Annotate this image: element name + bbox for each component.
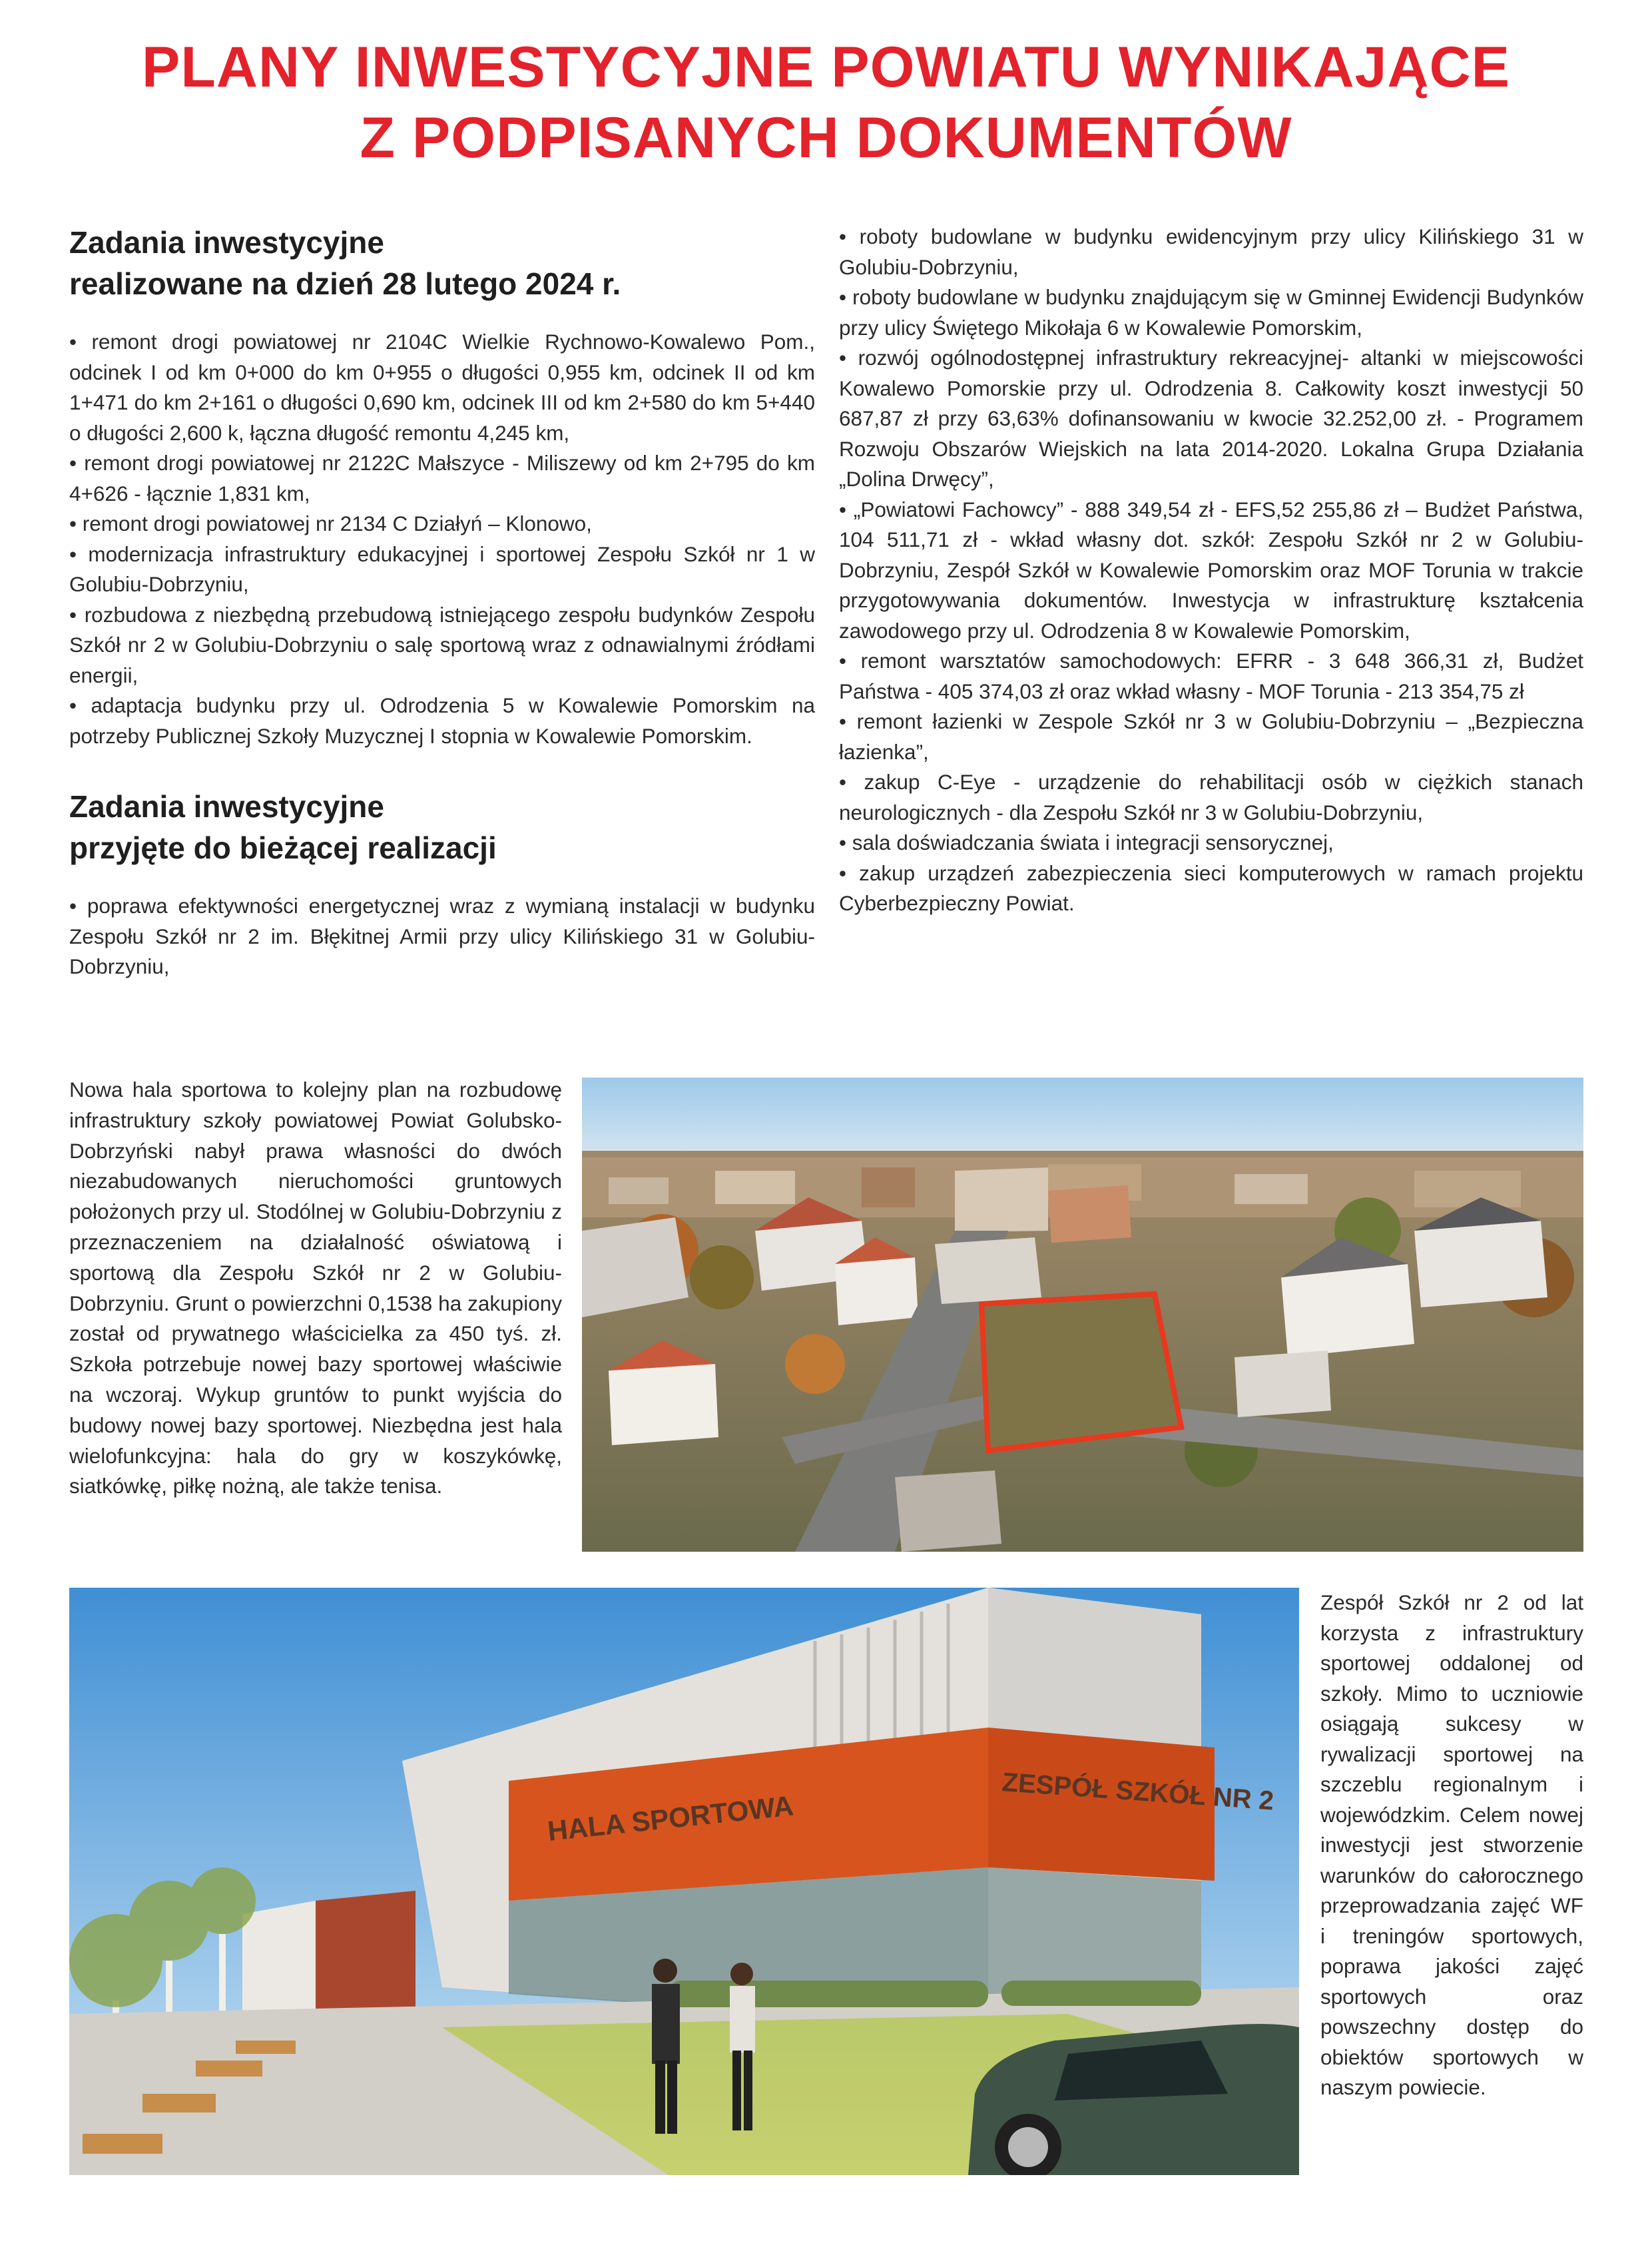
section1-heading: Zadania inwestycyjne realizowane na dzień 28 lutego 2024 r.: [69, 225, 621, 301]
right-column: [839, 222, 1583, 919]
aerial-photo-illustration: [582, 1078, 1583, 1552]
list-item: • zakup urządzeń zabezpieczenia sieci komputerowych w ramach projektu Cyberbezpieczny Powiat.: [839, 860, 1583, 915]
list-item: • roboty budowlane w budynku ewidencyjnym przy ulicy Kilińskiego 31 w Golubiu-Dobrzyniu,: [839, 224, 1583, 279]
school-paragraph: Zespół Szkół nr 2 od lat korzysta z infrastruktury sportowej oddalonej od szkoły. Mimo to uczniowie osiągają sukcesy w rywalizacji sportowej na szczeblu regionalnym i wojewódzkim. Celem nowej inwestycji jest stworzenie warunków do całorocznego przeprowadzania zajęć WF i treningów sportowych, poprawa jakości zajęć sportowych oraz powszechny dostęp do obiektów sportowych w naszym powiecie.: [1320, 1590, 1583, 2099]
list-item: • rozbudowa z niezbędną przebudową istniejącego zespołu budynków Zespołu Szkół nr 2 w Golubiu-Dobrzyniu o salę sportową wraz z odnawialnymi źródłami energii,: [69, 602, 815, 687]
sign-zespol-szkol: ZESPÓŁ SZKÓŁ NR 2: [1001, 1767, 1275, 1816]
section2-heading: Zadania inwestycyjne przyjęte do bieżącej realizacji: [69, 789, 497, 865]
list-item: • rozwój ogólnodostępnej infrastruktury rekreacyjnej- altanki w miejscowości Kowalewo Pomorskie przy ul. Odrodzenia 8. Całkowity koszt inwestycji 50 687,87 zł przy 63,63% dofinansowaniu w kwocie 32.252,00 zł. - Programem Rozwoju Obszarów Wiejskich na lata 2014-2020. Lokalna Grupa Działania „Dolina Drwęcy”,: [839, 346, 1583, 491]
list-item: • remont łazienki w Zespole Szkół nr 3 w Golubiu-Dobrzyniu – „Bezpieczna łazienka”,: [839, 709, 1583, 764]
list-item: • remont warsztatów samochodowych: EFRR - 3 648 366,31 zł, Budżet Państwa - 405 374,03 zł oraz wkład własny - MOF Torunia - 213 354,75 zł: [839, 649, 1583, 703]
list-item: • roboty budowlane w budynku znajdującym się w Gminnej Ewidencji Budynków przy ulicy Świętego Mikołaja 6 w Kowalewie Pomorskim,: [839, 285, 1583, 340]
list-item: • modernizacja infrastruktury edukacyjnej i sportowej Zespołu Szkół nr 1 w Golubiu-Dobrzyniu,: [69, 541, 815, 596]
sports-hall-rendering-illustration: [69, 1588, 1299, 2175]
list-item: • remont drogi powiatowej nr 2134 C Działyń – Klonowo,: [69, 511, 592, 535]
list-item: • adaptacja budynku przy ul. Odrodzenia 5 w Kowalewie Pomorskim na potrzeby Publicznej Szkoły Muzycznej I stopnia w Kowalewie Pomorskim.: [69, 693, 815, 748]
sports-hall-rendering: [69, 1588, 1299, 2175]
list-item: • sala doświadczania świata i integracji sensorycznej,: [839, 830, 1334, 854]
list-item: • poprawa efektywności energetycznej wraz z wymianą instalacji w budynku Zespołu Szkół nr 2 im. Błękitnej Armii przy ulicy Kilińskiego 31 w Golubiu-Dobrzyniu,: [69, 894, 815, 978]
sign-hala-sportowa: HALA SPORTOWA: [546, 1789, 795, 1847]
page-title: PLANY INWESTYCYJNE POWIATU WYNIKAJĄCE Z PODPISANYCH DOKUMENTÓW: [142, 35, 1510, 170]
list-item: • remont drogi powiatowej nr 2104C Wielkie Rychnowo-Kowalewo Pom., odcinek I od km 0+000 do km 0+955 o długości 0,955 km, odcinek II od km 1+471 do km 2+161 o długości 0,690 km, odcinek III od km 2+580 do km 5+440 o długości 2,600 k, łączna długość remontu 4,245 km,: [69, 330, 815, 445]
hall-paragraph: Nowa hala sportowa to kolejny plan na rozbudowę infrastruktury szkoły powiatowej Powiat Golubsko-Dobrzyński nabył prawa własności do dwóch niezabudowanych nieruchomości gruntowych położonych przy ul. Stodólnej w Golubiu-Dobrzyniu z przeznaczeniem na działalność oświatową i sportową dla Zespołu Szkół nr 2 w Golubiu-Dobrzyniu. Grunt o powierzchni 0,1538 ha zakupiony został od prywatnego właścicielka za 450 tyś. zł. Szkoła potrzebuje nowej bazy sportowej właściwie na wczoraj. Wykup gruntów to punkt wyjścia do budowy nowej bazy sportowej. Niezbędna jest hala wielofunkcyjna: hala do gry w koszykówkę, siatkówkę, piłkę nożną, ale także tenisa.: [69, 1078, 562, 1498]
aerial-photo: [582, 1078, 1583, 1552]
left-column: [69, 222, 815, 982]
list-item: • zakup C-Eye - urządzenie do rehabilitacji osób w ciężkich stanach neurologicznych - dla Zespołu Szkół nr 3 w Golubiu-Dobrzyniu,: [839, 770, 1583, 824]
list-item: • remont drogi powiatowej nr 2122C Małszyce - Miliszewy od km 2+795 do km 4+626 - łącznie 1,831 km,: [69, 451, 815, 505]
list-item: • „Powiatowi Fachowcy” - 888 349,54 zł - EFS,52 255,86 zł – Budżet Państwa, 104 511,71 zł - wkład własny dot. szkół: Zespołu Szkół nr 2 w Golubiu-Dobrzyniu, Zespół Szkół w Kowalewie Pomorskim oraz MOF Torunia w trakcie przygotowywania dokumentów. Inwestycja w infrastrukturę kształcenia zawodowego przy ul. Odrodzenia 8 w Kowalewie Pomorskim,: [839, 497, 1583, 643]
